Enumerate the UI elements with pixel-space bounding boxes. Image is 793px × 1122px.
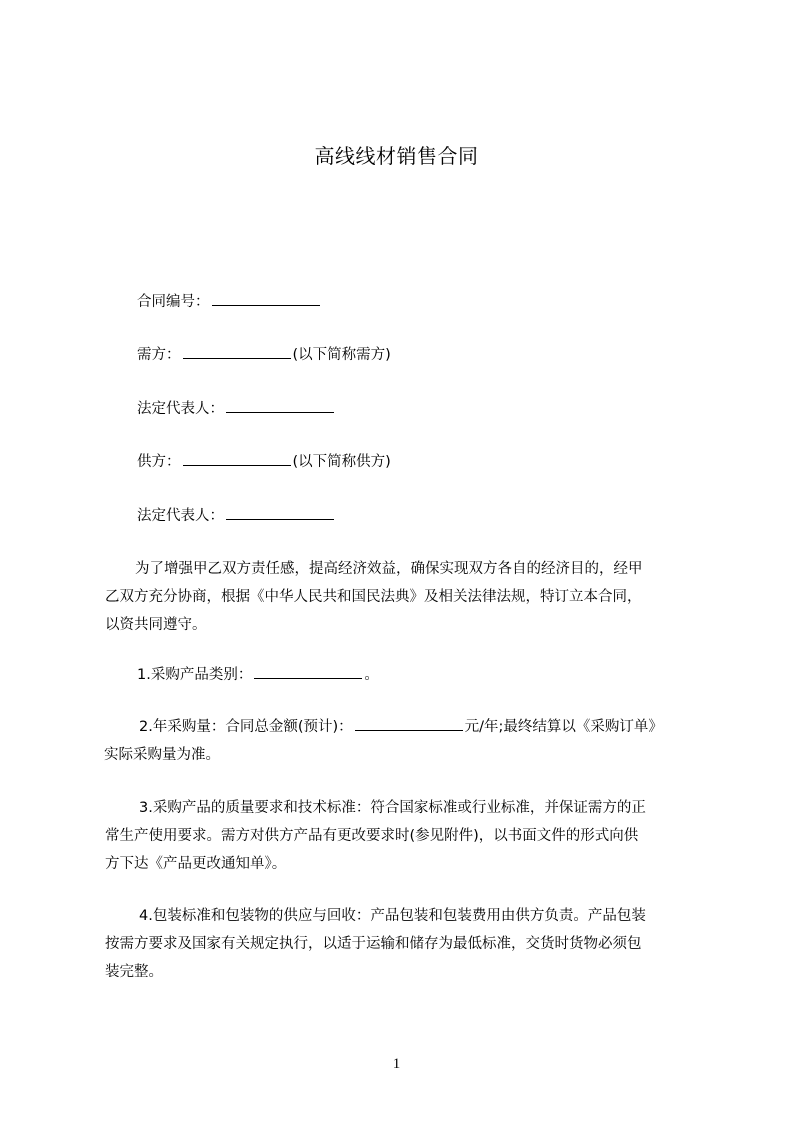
buyer-blank (183, 344, 291, 359)
buyer-line (137, 344, 391, 366)
document-title: 高线线材销售合同 (314, 144, 479, 168)
seller-line (137, 451, 391, 473)
clause-2-suffix: 元/年;最终结算以《采购订单》 (464, 719, 663, 735)
buyer-representative-blank (226, 398, 334, 413)
seller-blank (183, 451, 291, 466)
clause-2-prefix: 2.年采购量：合同总金额(预计)： (139, 719, 353, 735)
seller-representative-line (137, 505, 336, 527)
clause-3 (104, 794, 719, 878)
contract-number-blank (212, 291, 320, 306)
preamble-line: 为了增强甲乙双方责任感，提高经济效益，确保实现双方各自的经济目的，经甲 (135, 561, 643, 577)
clause-3-line: 方下达《产品更改通知单》。 (105, 856, 287, 872)
clause-2-line (104, 713, 719, 741)
clause-2 (104, 713, 719, 769)
buyer-representative-line (137, 398, 336, 420)
buyer-representative-label: 法定代表人： (137, 401, 224, 417)
seller-suffix: (以下简称供方) (292, 454, 391, 470)
contract-number-line (137, 291, 322, 313)
contract-number-label: 合同编号： (137, 294, 210, 310)
clause-4 (104, 902, 719, 986)
buyer-suffix: (以下简称需方) (292, 347, 391, 363)
seller-representative-blank (226, 505, 334, 520)
clause-4-line: 4.包装标准和包装物的供应与回收：产品包装和包装费用由供方负责。产品包装 (139, 908, 646, 924)
clause-4-line: 按需方要求及国家有关规定执行，以适于运输和储存为最低标准，交货时货物必须包 (105, 936, 642, 952)
page-number: 1 (392, 1056, 401, 1072)
preamble-line: 以资共同遵守。 (105, 617, 207, 633)
clause-2-line: 实际采购量为准。 (104, 747, 220, 763)
preamble-line: 乙双方充分协商，根据《中华人民共和国民法典》及相关法律法规，特订立本合同， (105, 589, 642, 605)
clause-1 (137, 664, 379, 686)
buyer-label: 需方： (137, 347, 181, 363)
clause-4-line: 装完整。 (105, 964, 163, 980)
clause-1-suffix: 。 (364, 667, 379, 683)
preamble-paragraph (104, 555, 719, 639)
seller-representative-label: 法定代表人： (137, 508, 224, 524)
clause-2-blank (355, 716, 463, 731)
clause-3-line: 3.采购产品的质量要求和技术标准：符合国家标准或行业标准，并保证需方的正 (139, 800, 646, 816)
clause-3-line: 常生产使用要求。需方对供方产品有更改要求时(参见附件)，以书面文件的形式向供 (105, 828, 639, 844)
seller-label: 供方： (137, 454, 181, 470)
clause-1-text: 1.采购产品类别： (137, 667, 253, 683)
clause-1-blank (254, 664, 362, 679)
